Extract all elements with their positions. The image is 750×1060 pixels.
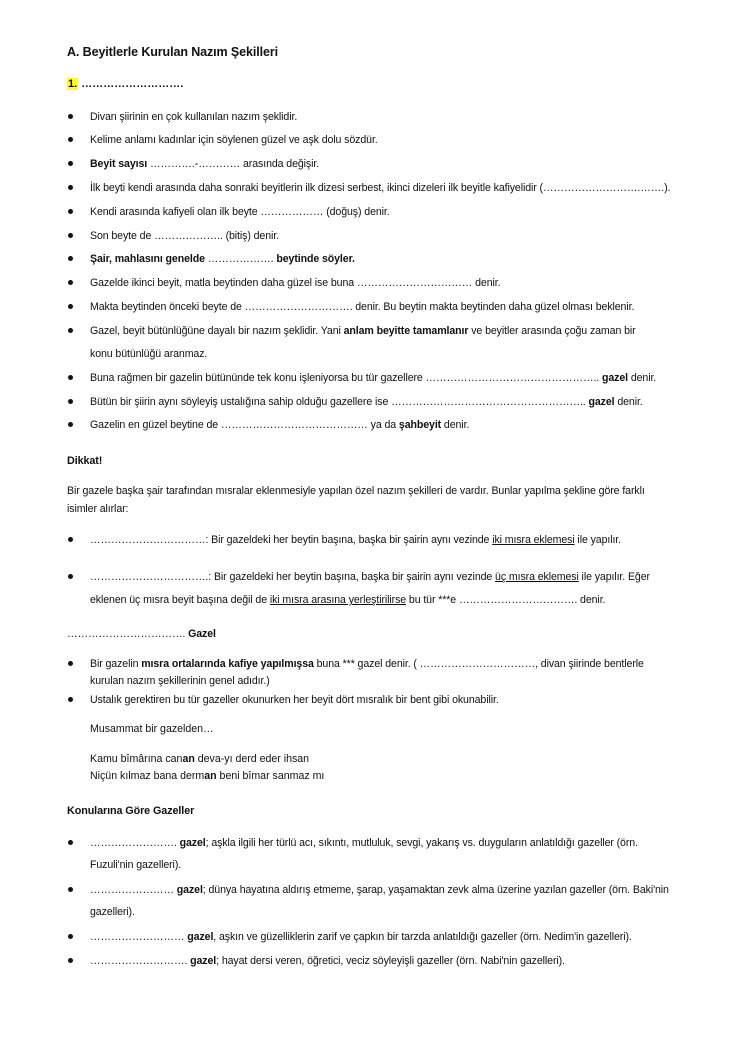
list-item-text: Kendi arasında kafiyeli olan ilk beyte ……………… (doğuş) denir. <box>90 206 390 218</box>
list-item-text: eklenen üç mısra beyit başına değil de <box>90 594 270 606</box>
poem-line <box>90 751 309 768</box>
list-item-text: ………….-………… arasında değişir. <box>147 158 320 170</box>
list-item <box>90 926 710 948</box>
section-number-label: 1. <box>68 78 78 90</box>
list-item-continuation <box>90 674 710 689</box>
poem-rhyme: an <box>182 753 195 765</box>
list-item-text: denir. <box>614 396 643 408</box>
list-item <box>90 529 710 551</box>
list-item-bold: mısra ortalarında kafiye yapılmışsa <box>141 658 314 670</box>
list-item-text: ile yapılır. Eğer <box>578 571 650 583</box>
list-item-text: Kelime anlamı kadınlar için söylenen güzel ve aşk dolu sözdür. <box>90 134 378 146</box>
bullet-icon <box>68 280 73 285</box>
list-item <box>90 248 710 270</box>
list-item-text: Bir gazelin <box>90 658 142 670</box>
konular-heading: Konularına Göre Gazeller <box>67 805 195 817</box>
blank: ……………………. <box>90 837 180 849</box>
bullet-icon <box>68 399 73 404</box>
list-item-text: ; dünya hayatına aldırış etmeme, şarap, yaşamaktan zevk alma üzerine yazılan gazeller (örn. Baki'nin <box>202 884 669 896</box>
section-number-blank: ………………………. <box>81 78 184 90</box>
poem-text: deva-yı derd eder ihsan <box>194 753 310 765</box>
blank: …………………… <box>90 884 177 896</box>
bullet-icon <box>68 574 73 579</box>
example-intro: Musammat bir gazelden… <box>90 723 214 735</box>
list-item <box>90 106 710 128</box>
poem-text: Kamu bîmârına can <box>90 753 183 765</box>
list-item-text: ; aşkla ilgili her türlü acı, sıkıntı, mutluluk, sevgi, yakarış vs. duyguların anlatıldığı gazeller (örn. <box>205 837 638 849</box>
list-item-text: : Bir gazeldeki her beytin başına, başka bir şairin aynı vezinde <box>205 534 493 546</box>
list-item-text: buna *** gazel denir. ( ……………………………, divan şiirinde bentlerle <box>313 658 644 670</box>
poem-text: Niçün kılmaz bana derm <box>90 770 205 782</box>
list-item-bold: anlam beyitte tamamlanır <box>343 325 469 337</box>
list-item-continuation <box>90 901 710 923</box>
dikkat-heading: Dikkat! <box>67 455 103 467</box>
list-item-continuation <box>90 343 710 365</box>
underlined-text: üç mısra eklemesi <box>495 571 579 583</box>
list-item-text: ile yapılır. <box>574 534 621 546</box>
bullet-icon <box>68 375 73 380</box>
list-item-text: kurulan nazım şekillerinin genel adıdır.) <box>90 675 270 687</box>
list-item <box>90 414 710 436</box>
list-item-text: Fuzuli'nin gazelleri). <box>90 859 182 871</box>
heading-bold: Gazel <box>188 628 216 640</box>
list-item-text: ………………. <box>204 253 277 265</box>
list-item-text: İlk beyti kendi arasında daha sonraki beyitlerin ilk dizesi serbest, ikinci dizeleri ilk beyitle kafiyelidir (……………………….…….). <box>90 182 671 194</box>
blank: ……………………… <box>90 931 188 943</box>
list-item-text: Bütün bir şiirin aynı söyleyiş ustalığına sahip olduğu gazellere ise ……………………………………………….. <box>90 396 589 408</box>
list-item-text: Ustalık gerektiren bu tür gazeller okunurken her beyit dört mısralık bir bent gibi okunabilir. <box>90 694 499 706</box>
list-item <box>90 129 710 151</box>
list-item <box>90 153 710 175</box>
bullet-icon <box>68 185 73 190</box>
list-item <box>90 201 710 223</box>
list-item <box>90 657 710 672</box>
blank: …………………………… <box>90 534 206 546</box>
bullet-icon <box>68 114 73 119</box>
blank: ………………………. <box>90 955 191 967</box>
list-item <box>90 950 710 972</box>
list-item-bold: Beyit sayısı <box>90 158 148 170</box>
list-item-text: Makta beytinden önceki beyte de …………………………. denir. Bu beytin makta beytinden daha güzel olması beklenir. <box>90 301 635 313</box>
poem-text: beni bîmar sanmaz mı <box>216 770 325 782</box>
list-item <box>90 272 710 294</box>
poem-rhyme: an <box>204 770 217 782</box>
list-item <box>90 693 710 708</box>
dikkat-paragraph-line: isimler alırlar: <box>67 503 129 515</box>
page-title: A. Beyitlerle Kurulan Nazım Şekilleri <box>67 45 278 59</box>
list-item-text: Gazelde ikinci beyit, matla beytinden daha güzel ise buna …………………………… denir. <box>90 277 501 289</box>
list-item <box>90 367 710 389</box>
list-item-text: bu tür ***e ……………………………. denir. <box>406 594 606 606</box>
list-item-text: Gazel, beyit bütünlüğüne dayalı bir nazım şeklidir. Yani <box>90 325 344 337</box>
list-item-text: Son beyte de ……………….. (bitiş) denir. <box>90 230 279 242</box>
list-item-text: gazelleri). <box>90 906 135 918</box>
bullet-icon <box>68 209 73 214</box>
list-item-text: ve beyitler arasında çoğu zaman bir <box>468 325 636 337</box>
list-item <box>90 566 710 588</box>
underlined-text: iki mısra eklemesi <box>492 534 575 546</box>
list-item-bold: gazel <box>588 396 615 408</box>
bullet-icon <box>68 697 73 702</box>
list-item-bold: gazel <box>179 837 206 849</box>
blank: ……………………………. <box>90 571 209 583</box>
list-item-text: , aşkın ve güzelliklerin zarif ve çapkın bir tarzda anlatıldığı gazeller (örn. Nedim'in gazelleri). <box>213 931 632 943</box>
bullet-icon <box>68 256 73 261</box>
list-item <box>90 320 710 342</box>
blank: ……………………………. <box>67 628 189 640</box>
list-item-text: Gazelin en güzel beytine de …………………………………… ya da <box>90 419 399 431</box>
list-item-text: konu bütünlüğü aranmaz. <box>90 348 208 360</box>
list-item-bold: gazel <box>187 931 214 943</box>
list-item-bold: gazel <box>601 372 628 384</box>
bullet-icon <box>68 233 73 238</box>
list-item <box>90 296 710 318</box>
list-item-bold: Şair, mahlasını genelde <box>90 253 205 265</box>
bullet-icon <box>68 934 73 939</box>
bullet-icon <box>68 328 73 333</box>
list-item-text: denir. <box>441 419 470 431</box>
list-item-bold: gazel <box>176 884 203 896</box>
list-item <box>90 879 710 901</box>
bullet-icon <box>68 661 73 666</box>
bullet-icon <box>68 161 73 166</box>
list-item-text: Divan şiirinin en çok kullanılan nazım şeklidir. <box>90 111 298 123</box>
bullet-icon <box>68 887 73 892</box>
list-item <box>90 225 710 247</box>
list-item-bold: gazel <box>190 955 217 967</box>
list-item-bold: beytinde söyler. <box>276 253 355 265</box>
bullet-icon <box>68 137 73 142</box>
list-item-bold: şahbeyit <box>398 419 442 431</box>
bullet-icon <box>68 304 73 309</box>
bullet-icon <box>68 840 73 845</box>
bullet-icon <box>68 422 73 427</box>
poem-line <box>90 768 324 785</box>
list-item <box>90 391 710 413</box>
section-number <box>67 78 183 90</box>
list-item-text: denir. <box>627 372 657 384</box>
list-item <box>90 832 710 854</box>
bullet-icon <box>68 537 73 542</box>
list-item <box>90 177 710 199</box>
underlined-text: iki mısra arasına yerleştirilirse <box>269 594 407 606</box>
list-item-continuation <box>90 854 710 876</box>
bullet-icon <box>68 958 73 963</box>
gazel-heading <box>67 625 712 644</box>
list-item-text: : Bir gazeldeki her beytin başına, başka bir şairin aynı vezinde <box>208 571 496 583</box>
list-item-text: ; hayat dersi veren, öğretici, veciz söyleyişli gazeller (örn. Nabi'nin gazelleri). <box>216 955 565 967</box>
list-item-text: Buna rağmen bir gazelin bütününde tek konu işleniyorsa bu tür gazellere ………………………………………….. <box>90 372 602 384</box>
dikkat-paragraph-line: Bir gazele başka şair tarafından mısralar eklenmesiyle yapılan özel nazım şekilleri de vardır. Bunlar yapılma şekline göre farklı <box>67 485 645 497</box>
list-item-continuation <box>90 589 710 611</box>
